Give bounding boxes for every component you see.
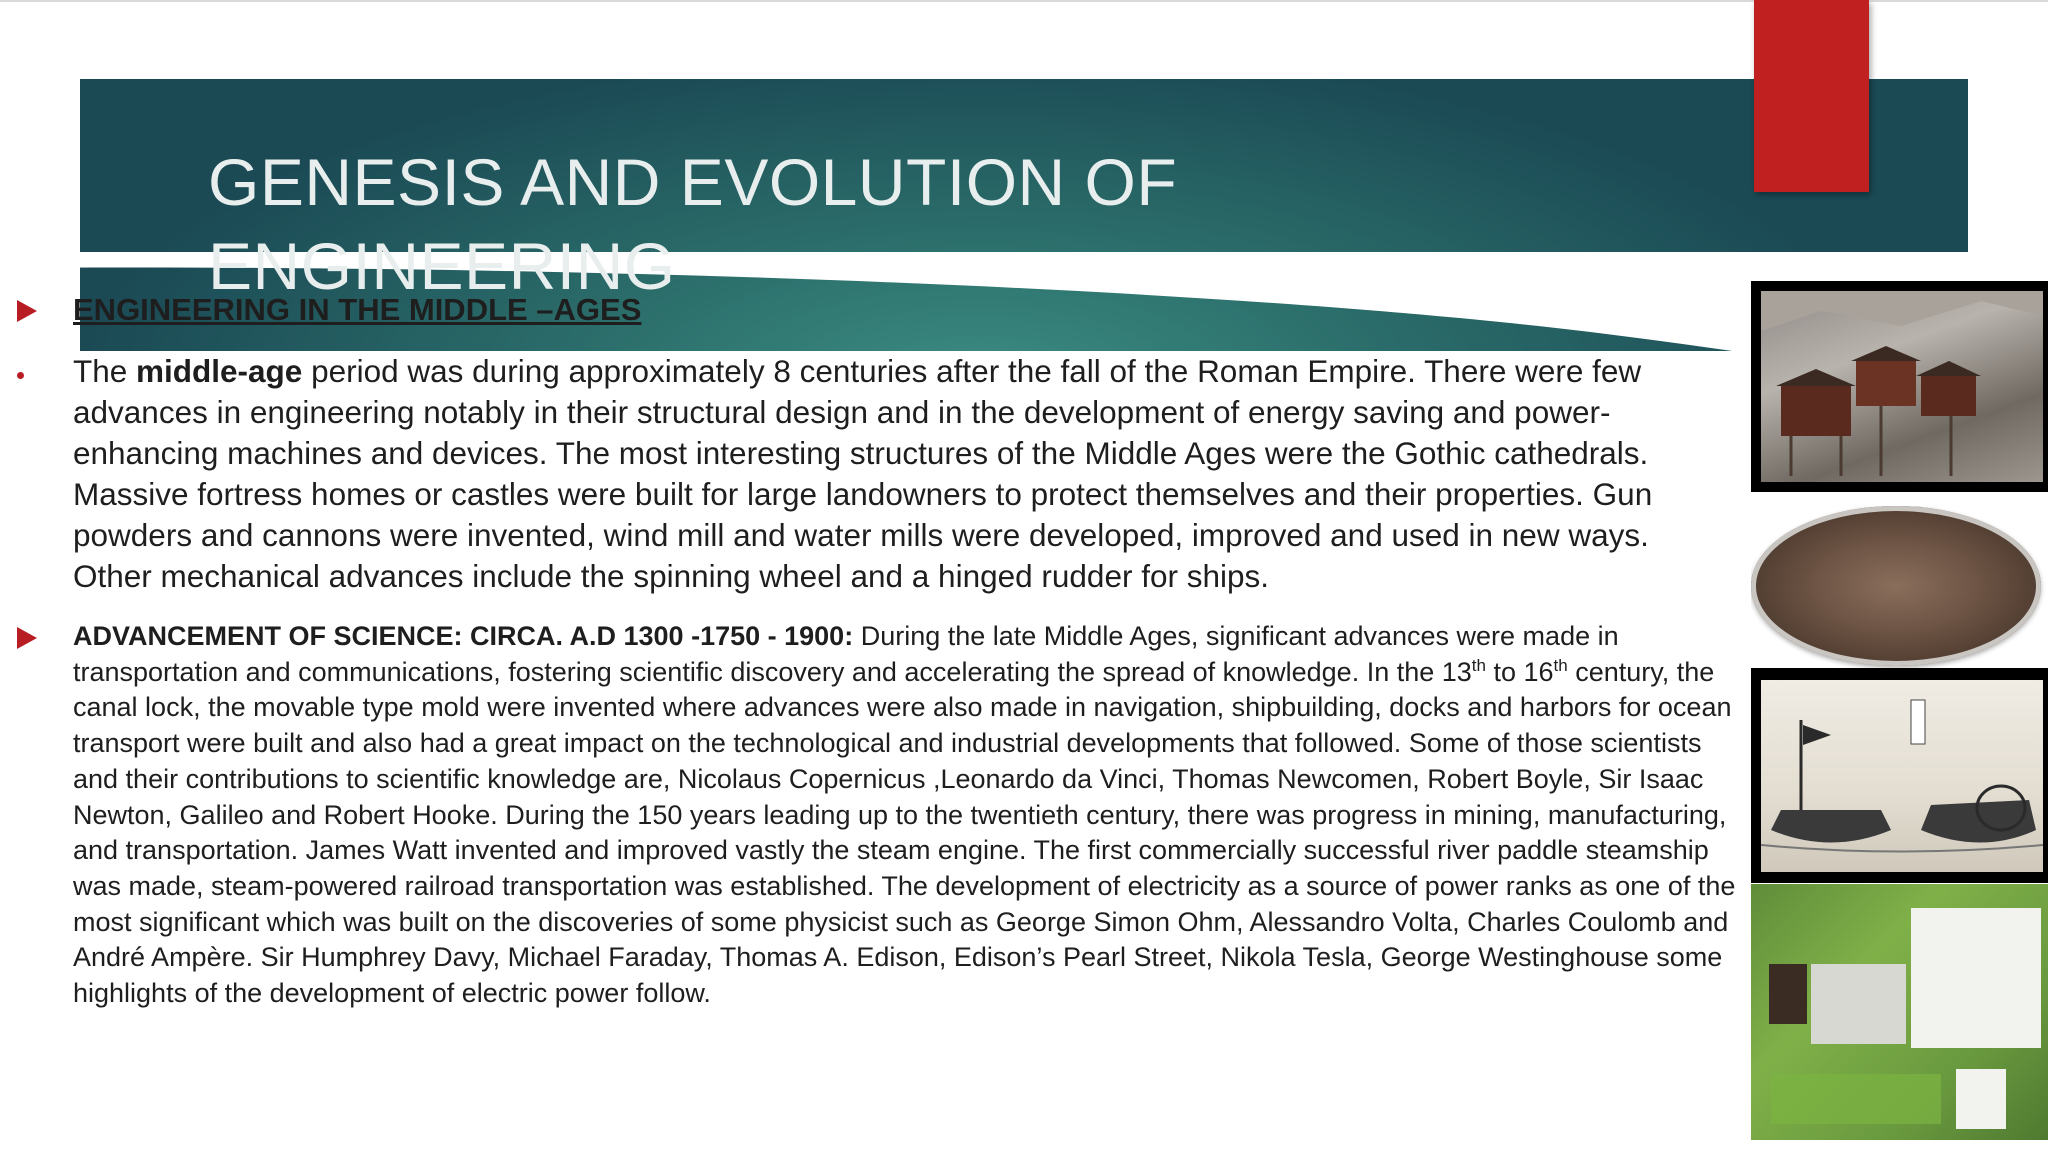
machine-photo-icon: [1811, 964, 1906, 1044]
paddle-boats-illustration: [1751, 668, 2048, 883]
gunpowder-plate-photo: [1751, 506, 2048, 668]
paragraph-lead: The: [73, 353, 137, 389]
slide-title: GENESIS AND EVOLUTION OF ENGINEERING: [208, 145, 1178, 303]
superscript: th: [1553, 655, 1568, 675]
steam-engine-illustration: [1751, 884, 2048, 1140]
machine-sketch-icon: [1956, 1069, 2006, 1129]
superscript: th: [1471, 655, 1486, 675]
paragraph-middle-ages: [73, 351, 1733, 597]
paragraph-text: During the late Middle Ages, significant advances were made in transportation and communications, fostering scientific discovery and accelerating the spread of knowledge. In the 13: [73, 621, 1619, 687]
boats-icon: [1761, 680, 2043, 872]
bullet-dot-icon: [17, 372, 24, 379]
gunpowder-icon: [1751, 506, 2041, 666]
bullet-triangle-icon: [17, 627, 37, 649]
top-rule: [0, 0, 2048, 2]
cliff-temple-photo: [1751, 281, 2048, 492]
paragraph-advancement-of-science: [73, 619, 1743, 1012]
paragraph-text: century, the canal lock, the movable type mold were invented where advances were also made in navigation, shipbuilding, docks and harbors for ocean transport were built and also had a great impact on the technological and industrial developments that followed. Some of those scientists and their contributions to scientific knowledge are, Nicolaus Copernicus ,Leonardo da Vinci, Thomas Newcomen, Robert Boyle, Sir Isaac Newton, Galileo and Robert Hooke. During the 150 years leading up to the twentieth century, there was progress in mining, manufacturing, and transportation. James Watt invented and improved vastly the steam engine. The first commercially successful river paddle steamship was made, steam-powered railroad transportation was established. The development of electricity as a source of power ranks as one of the most significant which was built on the discoveries of some physicist such as George Simon Ohm, Alessandro Volta, Charles Coulomb and André Ampère. Sir Humphrey Davy, Michael Faraday, Thomas A. Edison, Edison’s Pearl Street, Nikola Tesla, George Westinghouse some highlights of the development of electric power follow.: [73, 656, 1736, 1009]
section-subheading: ENGINEERING IN THE MIDDLE –AGES: [73, 292, 642, 327]
paragraph-bold-term: middle-age: [136, 353, 303, 389]
bullet-triangle-icon: [17, 300, 37, 322]
paragraph-heading: ADVANCEMENT OF SCIENCE: CIRCA. A.D 1300 -1750 - 1900:: [73, 621, 854, 651]
caption-box: [1771, 1074, 1941, 1124]
red-accent-tab: [1754, 0, 1869, 192]
paragraph-text: to 16: [1485, 656, 1554, 687]
portrait-icon: [1769, 964, 1807, 1024]
steam-engine-diagram-icon: [1911, 908, 2041, 1048]
paragraph-body: period was during approximately 8 centuries after the fall of the Roman Empire. There were few advances in engineering notably in their structural design and in the development of energy saving and power-enhancing machines and devices. The most interesting structures of the Middle Ages were the Gothic cathedrals. Massive fortress homes or castles were built for large landowners to protect themselves and their properties. Gun powders and cannons were invented, wind mill and water mills were developed, improved and used in new ways. Other mechanical advances include the spinning wheel and a hinged rudder for ships.: [73, 353, 1653, 594]
hanging-temple-icon: [1761, 291, 2043, 482]
